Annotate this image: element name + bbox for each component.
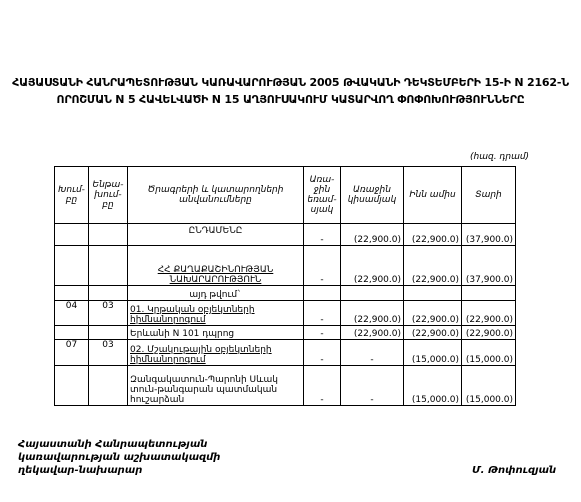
m9-cell: (22,900.0) (404, 326, 462, 340)
name-cell: այդ թվում` (128, 286, 304, 301)
year-cell: (15,000.0) (462, 366, 516, 406)
table-row (55, 246, 516, 286)
h1-cell: (22,900.0) (341, 224, 404, 246)
header-program-name: Ծրագրերի և կատարողների անվանումները (128, 167, 304, 224)
table-row (55, 286, 516, 301)
group-cell (55, 286, 89, 301)
year-cell: (22,900.0) (462, 301, 516, 326)
q1-cell: - (304, 246, 341, 286)
h1-cell: - (341, 366, 404, 406)
table-row (55, 326, 516, 340)
group-cell (55, 326, 89, 340)
header-nine-months: Ինն ամիս (404, 167, 462, 224)
name-cell: ԸՆԴԱՄԵՆԸ (128, 224, 304, 246)
signatory-position (18, 438, 220, 477)
table-row (55, 340, 516, 366)
changes-table (54, 166, 516, 406)
year-cell: (22,900.0) (462, 326, 516, 340)
signatory-position-line: կառավարության աշխատակազմի (18, 452, 221, 463)
subgroup-cell (89, 366, 128, 406)
signatory-position-line: ղեկավար-նախարար (18, 465, 143, 476)
name-cell: 01. Կրթական օբյեկտների հիմնանորոգում (128, 301, 304, 326)
group-cell: 07 (55, 340, 89, 366)
q1-cell: - (304, 366, 341, 406)
group-cell: 04 (55, 301, 89, 326)
document-title-line-2: ՈՐՈՇՄԱՆ N 5 ՀԱՎԵԼՎԱԾԻ N 15 ԱՂՅՈՒՍԱԿՈՒՄ ԿԱՏԱՐՎՈՂ ՓՈՓՈԽՈՒԹՅՈՒՆՆԵՐԸ (56, 93, 525, 106)
table-header-row (55, 167, 516, 224)
h1-cell: (22,900.0) (341, 326, 404, 340)
group-cell (55, 366, 89, 406)
header-first-half: Առաջին կիսամյակ (341, 167, 404, 224)
table-row (55, 366, 516, 406)
subgroup-cell (89, 224, 128, 246)
q1-cell: - (304, 224, 341, 246)
header-group: Խում-բը (55, 167, 89, 224)
m9-cell: (15,000.0) (404, 366, 462, 406)
signatory-name: Մ. Թոփուզյան (472, 465, 557, 476)
subgroup-cell (89, 286, 128, 301)
h1-cell: (22,900.0) (341, 246, 404, 286)
h1-cell: (22,900.0) (341, 301, 404, 326)
table-row (55, 224, 516, 246)
year-cell: (15,000.0) (462, 340, 516, 366)
m9-cell: (22,900.0) (404, 301, 462, 326)
h1-cell: - (341, 340, 404, 366)
header-year: Տարի (462, 167, 516, 224)
header-subgroup: Ենթա-խում-բը (89, 167, 128, 224)
document-title-line-1: ՀԱՅԱՍՏԱՆԻ ՀԱՆՐԱՊԵՏՈՒԹՅԱՆ ԿԱՌԱՎԱՐՈՒԹՅԱՆ 2005 ԹՎԱԿԱՆԻ ԴԵԿՏԵՄԲԵՐԻ 15-Ի N 2162-Ն (12, 76, 569, 89)
subgroup-cell (89, 326, 128, 340)
q1-cell (304, 286, 341, 301)
group-cell (55, 224, 89, 246)
name-cell: 02. Մշակութային օբյեկտների հիմնանորոգում (128, 340, 304, 366)
name-cell: Երևանի N 101 դպրոց (128, 326, 304, 340)
m9-cell (404, 286, 462, 301)
q1-cell: - (304, 340, 341, 366)
header-first-quarter: Առա-ջին եռամ-սյակ (304, 167, 341, 224)
year-cell (462, 286, 516, 301)
year-cell: (37,900.0) (462, 224, 516, 246)
subgroup-cell: 03 (89, 301, 128, 326)
q1-cell: - (304, 326, 341, 340)
m9-cell: (22,900.0) (404, 246, 462, 286)
q1-cell: - (304, 301, 341, 326)
m9-cell: (15,000.0) (404, 340, 462, 366)
h1-cell (341, 286, 404, 301)
subgroup-cell: 03 (89, 340, 128, 366)
group-cell (55, 246, 89, 286)
subgroup-cell (89, 246, 128, 286)
name-cell: ՀՀ ՔԱՂԱՔԱՇԻՆՈՒԹՅԱՆ ՆԱԽԱՐԱՐՈՒԹՅՈՒՆ (128, 246, 304, 286)
name-cell: Զանգակատուն-Պարոնի Սևակ տուն-թանգարան պատմական հուշարձան (128, 366, 304, 406)
year-cell: (37,900.0) (462, 246, 516, 286)
signatory-position-line: Հայաստանի Հանրապետության (18, 439, 208, 450)
table-row (55, 301, 516, 326)
m9-cell: (22,900.0) (404, 224, 462, 246)
unit-label: (հազ. դրամ) (470, 152, 530, 162)
